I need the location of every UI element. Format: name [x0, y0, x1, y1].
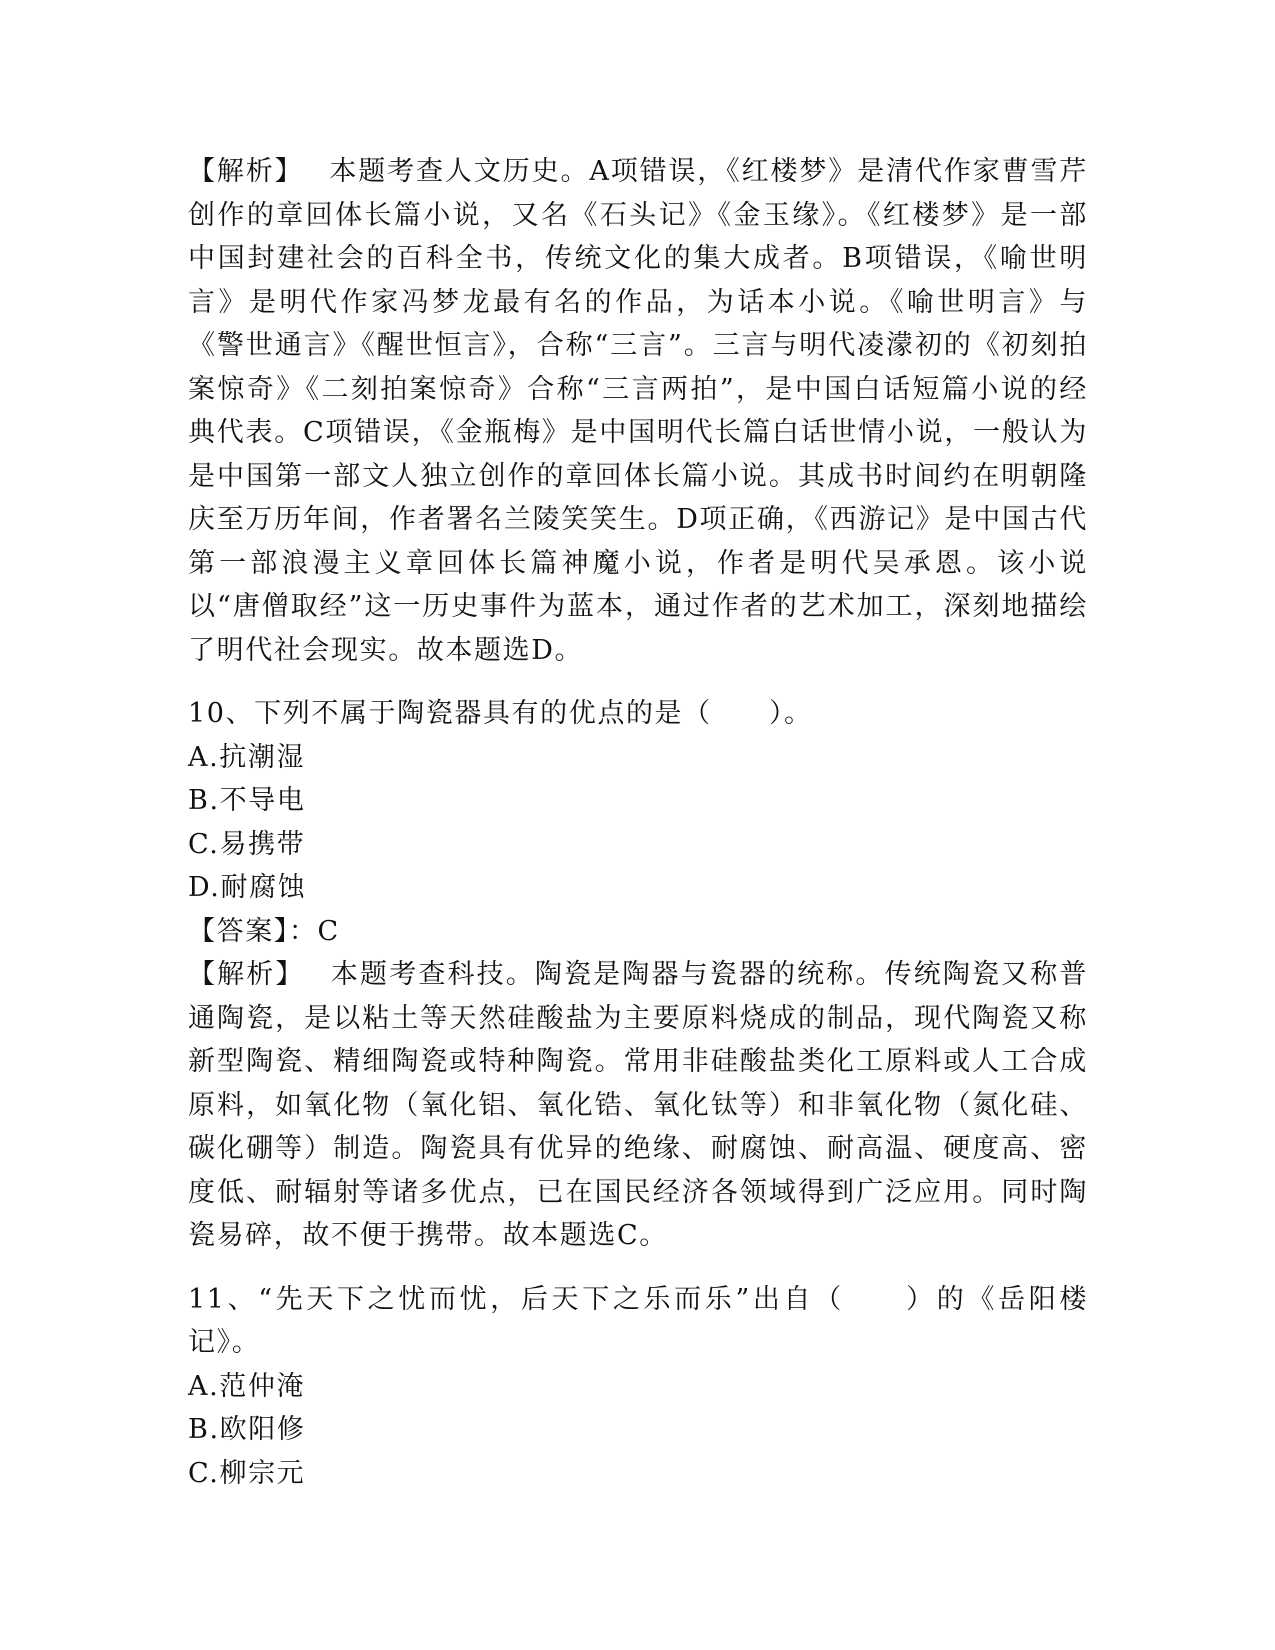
- q10-question: 10、下列不属于陶瓷器具有的优点的是（ ）。: [188, 698, 813, 729]
- q10-option-b: B.不导电: [188, 785, 306, 816]
- q11-question: 11、“先天下之忧而忧，后天下之乐而乐”出自（ ）的《岳阳楼记》。: [188, 1283, 1088, 1358]
- document-page: [188, 150, 1088, 1495]
- q10-option-a: A.抗潮湿: [188, 741, 306, 773]
- q9-analysis: 【解析】 本题考查人文历史。A项错误，《红楼梦》是清代作家曹雪芹创作的章回体长篇小说，又名《石头记》《金玉缘》。《红楼梦》是一部中国封建社会的百科全书，传统文化的集大成者。B项错误，《喻世明言》是明代作家冯梦龙最有名的作品，为话本小说。《喻世明言》与《警世通言》《醒世恒言》，合称“三言”。三言与明代凌濛初的《初刻拍案惊奇》《二刻拍案惊奇》合称“三言两拍”，是中国白话短篇小说的经典代表。C项错误，《金瓶梅》是中国明代长篇白话世情小说，一般认为是中国第一部文人独立创作的章回体长篇小说。其成书时间约在明朝隆庆至万历年间，作者署名兰陵笑笑生。D项正确，《西游记》是中国古代第一部浪漫主义章回体长篇神魔小说，作者是明代吴承恩。该小说以“唐僧取经”这一历史事件为蓝本，通过作者的艺术加工，深刻地描绘了明代社会现实。故本题选D。: [188, 156, 1088, 666]
- q11-option-a: A.范仲淹: [188, 1370, 306, 1402]
- question-10: [188, 692, 1088, 1258]
- q10-option-c: C.易携带: [188, 828, 306, 860]
- q11-option-b: B.欧阳修: [188, 1414, 306, 1445]
- q11-option-c: C.柳宗元: [188, 1457, 306, 1489]
- q10-answer: 【答案】：C: [188, 915, 340, 947]
- q10-analysis: 【解析】 本题考查科技。陶瓷是陶器与瓷器的统称。传统陶瓷又称普通陶瓷，是以粘土等天然硅酸盐为主要原料烧成的制品，现代陶瓷又称新型陶瓷、精细陶瓷或特种陶瓷。常用非硅酸盐类化工原料或人工合成原料，如氧化物（氧化铝、氧化锆、氧化钛等）和非氧化物（氮化硅、碳化硼等）制造。陶瓷具有优异的绝缘、耐腐蚀、耐高温、硬度高、密度低、耐辐射等诸多优点，已在国民经济各领域得到广泛应用。同时陶瓷易碎，故不便于携带。故本题选C。: [188, 959, 1088, 1251]
- q10-option-d: D.耐腐蚀: [188, 872, 307, 903]
- question-11: [188, 1278, 1088, 1496]
